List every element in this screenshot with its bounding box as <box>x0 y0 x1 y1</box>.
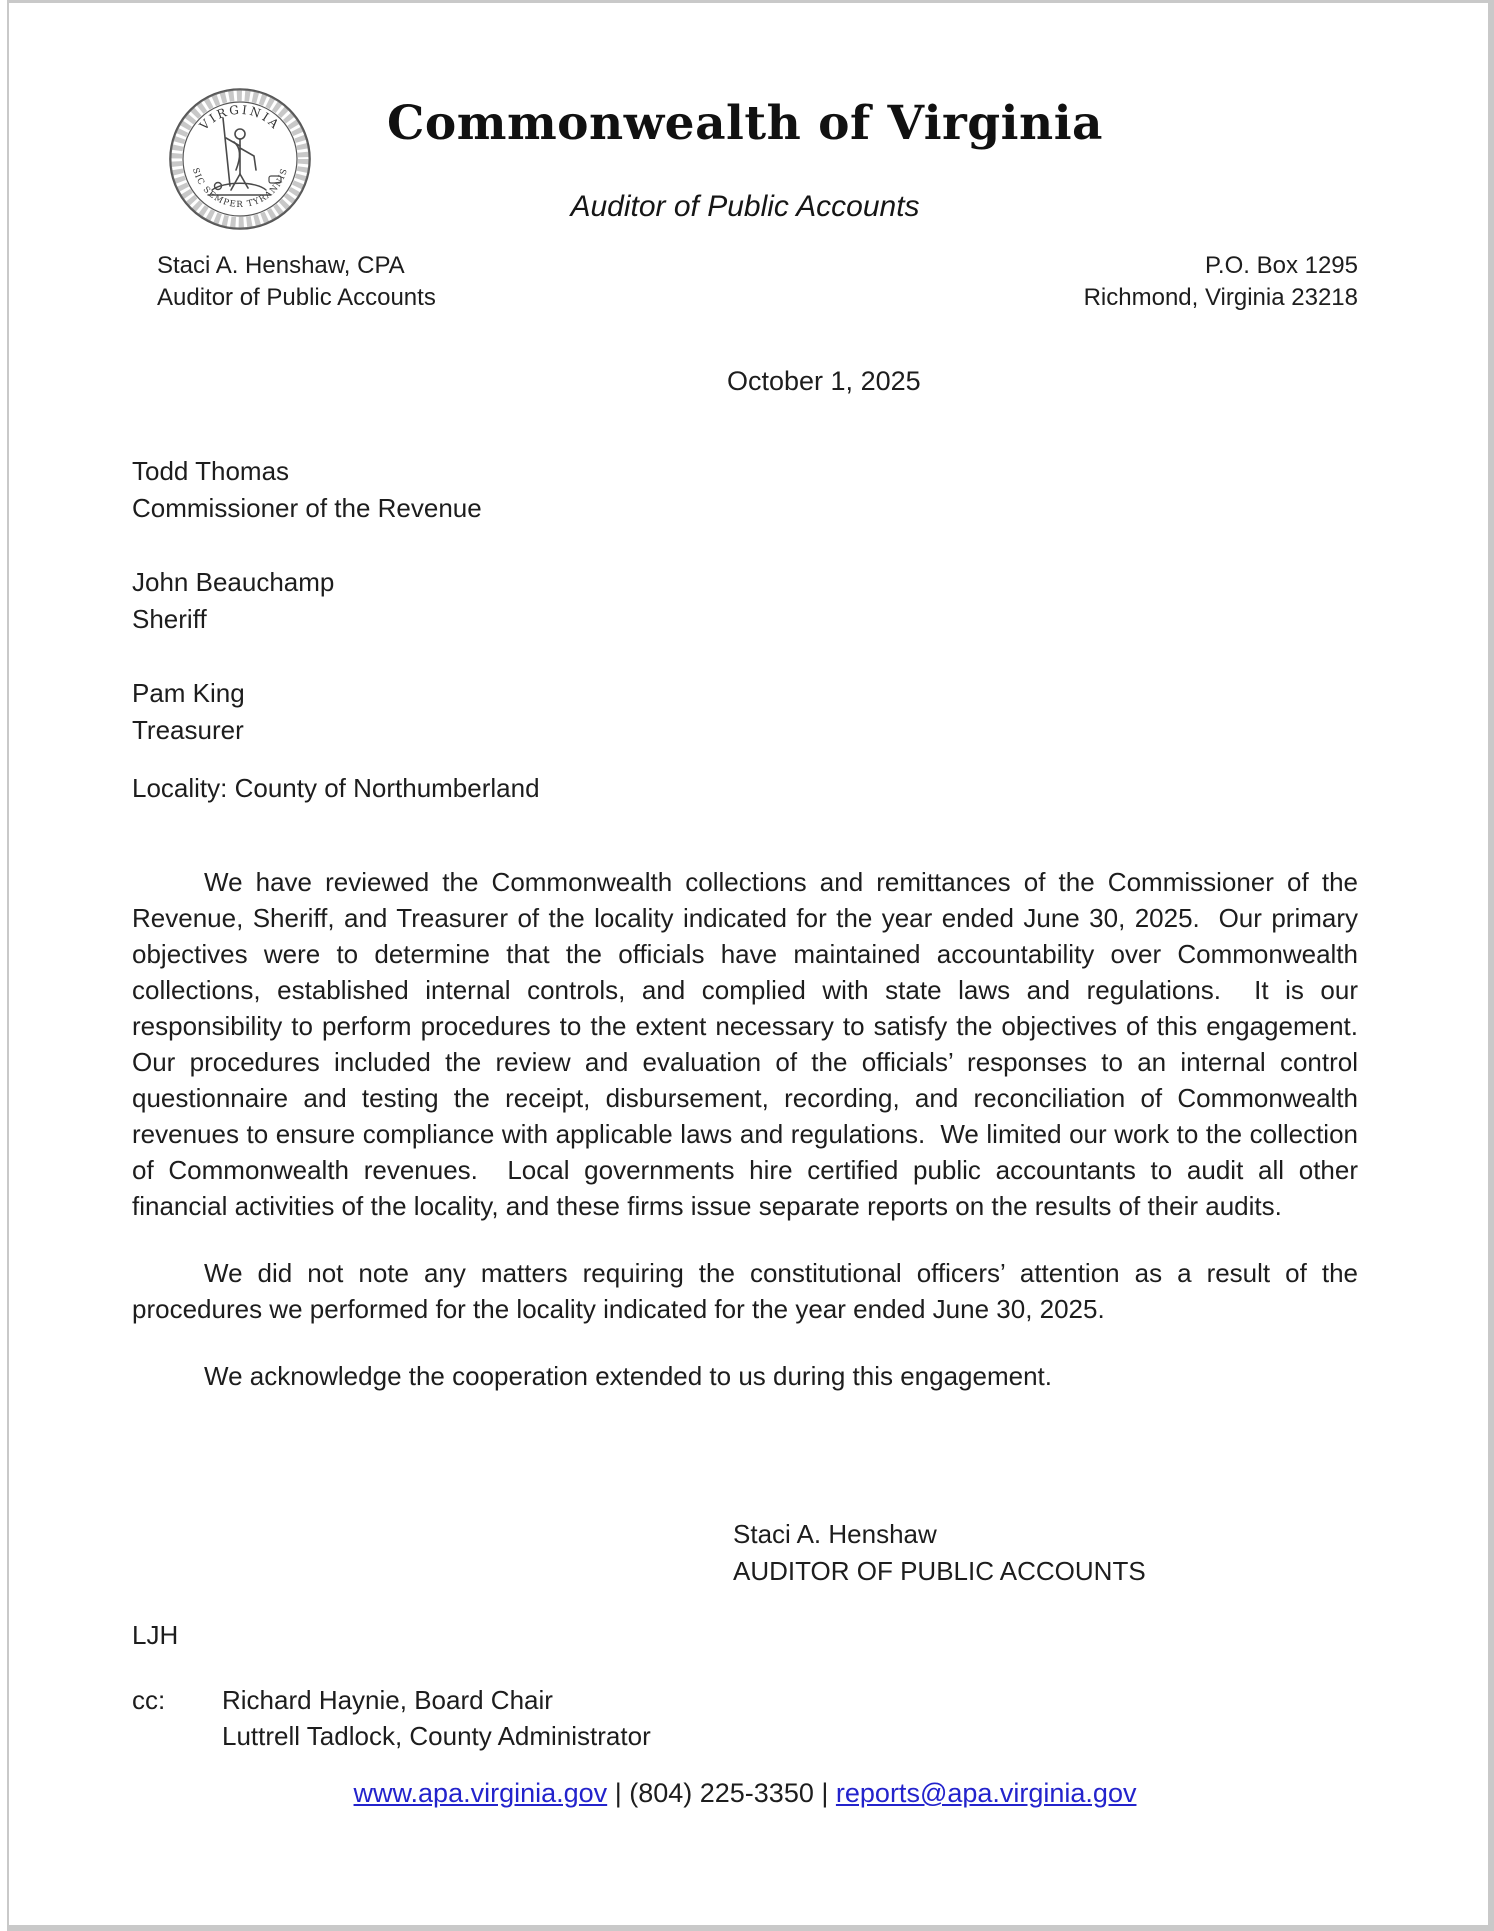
signer-title: AUDITOR OF PUBLIC ACCOUNTS <box>733 1556 1146 1586</box>
recipient-entry <box>132 453 482 527</box>
seal-bottom-text: SIC SEMPER TYRANNIS <box>189 166 291 211</box>
recipient-entry <box>132 564 482 638</box>
official-title: Auditor of Public Accounts <box>157 284 436 311</box>
recipient-name: Todd Thomas <box>132 456 290 486</box>
locality-line: Locality: County of Northumberland <box>132 773 540 803</box>
recipient-list <box>132 453 482 786</box>
recipient-name: Pam King <box>132 678 245 708</box>
footer-separator: | <box>821 1778 829 1808</box>
recipient-title: Sheriff <box>132 604 207 634</box>
body-paragraph-2: We did not note any matters requiring the constitutional officers’ attention as a result of the procedures we performed for the locality indicated for the year ended June 30, 2025. <box>132 1258 1366 1324</box>
signature-block <box>733 1516 1146 1590</box>
official-name-block <box>157 250 436 314</box>
office-address-block <box>1084 250 1358 314</box>
email-link[interactable]: reports@apa.virginia.gov <box>835 1778 1137 1808</box>
recipient-title: Treasurer <box>132 715 244 745</box>
signer-name: Staci A. Henshaw <box>733 1519 937 1549</box>
cc-block <box>132 1682 651 1754</box>
body-paragraph-3: We acknowledge the cooperation extended to us during this engagement. <box>204 1361 1052 1391</box>
cc-label: cc: <box>132 1685 166 1715</box>
cc-name-1: Richard Haynie, Board Chair <box>222 1685 553 1715</box>
website-link[interactable]: www.apa.virginia.gov <box>353 1778 608 1808</box>
recipient-name: John Beauchamp <box>132 567 335 597</box>
footer-contact-line <box>132 1778 1358 1809</box>
cc-name-2: Luttrell Tadlock, County Administrator <box>222 1721 651 1751</box>
body-paragraph-1: We have reviewed the Commonwealth collections and remittances of the Commissioner of the Revenue, Sheriff, and Treasurer of the locality indicated for the year ended June 30, 2025. Our primary objectives were to determine that the officials have maintained accountability over Commonwealth collections, established internal controls, and complied with state laws and regulations. It is our responsibility to perform procedures to the extent necessary to satisfy the objectives of this engagement. Our procedures included the review and evaluation of the officials’ responses to an internal control questionnaire and testing the receipt, disbursement, recording, and reconciliation of Commonwealth revenues to ensure compliance with applicable laws and regulations. We limited our work to the collection of Commonwealth revenues. Local governments hire certified public accountants to audit all other financial activities of the locality, and these firms issue separate reports on the results of their audits. <box>132 867 1373 1221</box>
office-name-subtitle: Auditor of Public Accounts <box>570 190 920 223</box>
recipient-entry <box>132 675 482 749</box>
phone-number: (804) 225-3350 <box>629 1778 814 1808</box>
typist-initials: LJH <box>132 1620 179 1650</box>
footer-separator: | <box>614 1778 622 1808</box>
cc-names <box>222 1682 651 1754</box>
address-line-2: Richmond, Virginia 23218 <box>1083 284 1358 311</box>
letter-date: October 1, 2025 <box>727 366 921 396</box>
official-name: Staci A. Henshaw, CPA <box>157 252 405 279</box>
letter-body <box>132 864 1373 1394</box>
recipient-title: Commissioner of the Revenue <box>132 493 482 523</box>
address-line-1: P.O. Box 1295 <box>1205 252 1358 279</box>
seal-top-text: VIRGINIA <box>196 102 284 133</box>
agency-name-title: Commonwealth of Virginia <box>386 96 1104 151</box>
